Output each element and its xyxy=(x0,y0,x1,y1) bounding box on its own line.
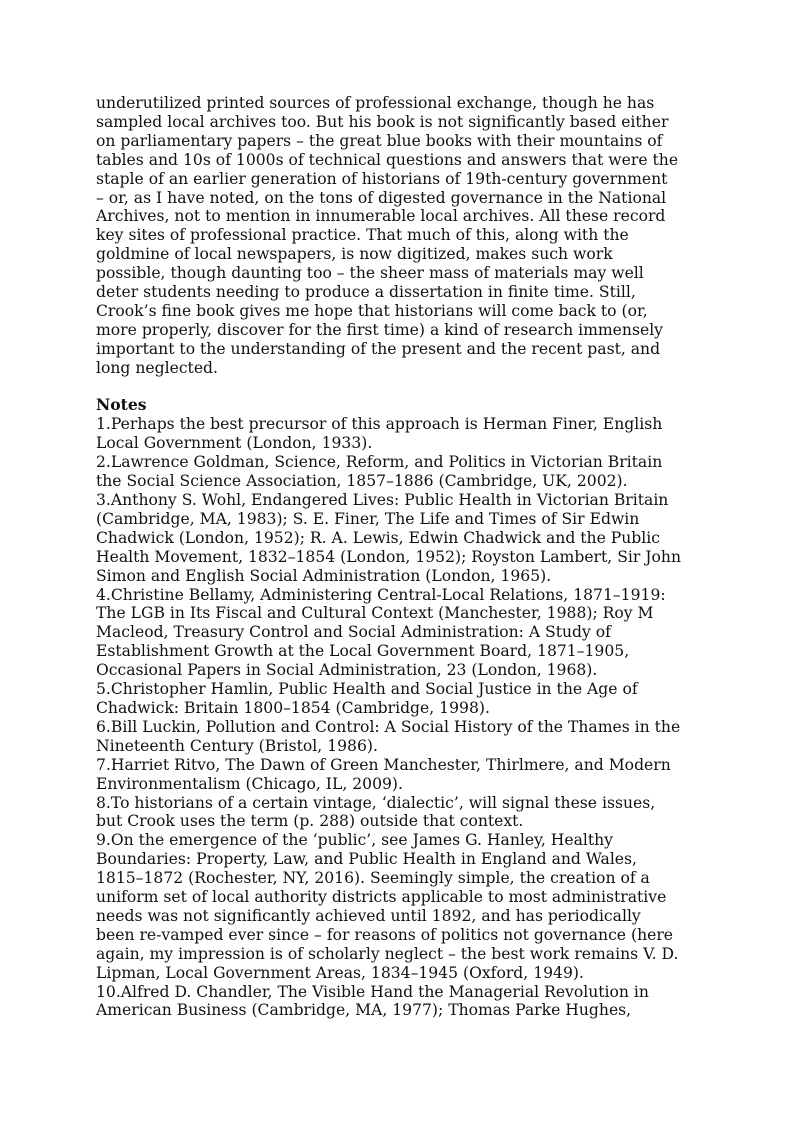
notes-list xyxy=(96,415,706,1020)
notes-heading: Notes xyxy=(96,395,147,415)
note-1: 1.Perhaps the best precursor of this approach is Herman Finer, English Local Government (London, 1933). xyxy=(96,415,663,453)
note-6: 6.Bill Luckin, Pollution and Control: A Social History of the Thames in the Nineteenth Century (Bristol, 1986). xyxy=(96,717,681,755)
note-2: 2.Lawrence Goldman, Science, Reform, and Politics in Victorian Britain the Social Science Association, 1857–1886 (Cambridge, UK, 2002). xyxy=(96,453,663,491)
note-5: 5.Christopher Hamlin, Public Health and Social Justice in the Age of Chadwick: Britain 1800–1854 (Cambridge, 1998). xyxy=(96,680,638,717)
note-9: 9.On the emergence of the ‘public’, see James G. Hanley, Healthy Boundaries: Property, Law, and Public Health in England and Wales, 1815–1872 (Rochester, NY, 2016). Seemingly simple, the creation of a uniform set of local authority districts applicable to most administrative needs was not significantly achieved until 1892, and has periodically been re-vamped ever since – for reasons of politics not governance (here again, my impression is of scholarly neglect – the best work remains V. D. Lipman, Local Government Areas, 1834–1945 (Oxford, 1949). xyxy=(96,831,679,982)
note-4: 4.Christine Bellamy, Administering Central-Local Relations, 1871–1919: The LGB in Its Fiscal and Cultural Context (Manchester, 1988); Roy M Macleod, Treasury Control and Social Administration: A Study of Establishment Growth at the Local Government Board, 1871–1905, Occasional Papers in Social Administration, 23 (London, 1968). xyxy=(96,585,666,680)
note-7: 7.Harriet Ritvo, The Dawn of Green Manchester, Thirlmere, and Modern Environmentalism (Chicago, IL, 2009). xyxy=(96,755,671,793)
note-3: 3.Anthony S. Wohl, Endangered Lives: Public Health in Victorian Britain (Cambridge, MA, 1983); S. E. Finer, The Life and Times of Sir Edwin Chadwick (London, 1952); R. A. Lewis, Edwin Chadwick and the Public Health Movement, 1832–1854 (London, 1952); Royston Lambert, Sir John Simon and English Social Administration (London, 1965). xyxy=(96,491,681,585)
body-paragraph: underutilized printed sources of professional exchange, though he has sampled local archives too. But his book is not significantly based either on parliamentary papers – the great blue books with their mountains of tables and 10s of 1000s of technical questions and answers that were the staple of an earlier generation of historians of 19th-century government – or, as I have noted, on the tons of digested governance in the National Archives, not to mention in innumerable local archives. All these record key sites of professional practice. That much of this, along with the goldmine of local newspapers, is now digitized, makes such work possible, though daunting too – the sheer mass of materials may well deter students needing to produce a dissertation in finite time. Still, Crook’s fine book gives me hope that historians will come back to (or, more properly, discover for the first time) a kind of research immensely important to the understanding of the present and the recent past, and long neglected. xyxy=(96,94,679,377)
note-10: 10.Alfred D. Chandler, The Visible Hand the Managerial Revolution in American Business (Cambridge, MA, 1977); Thomas Parke Hughes, xyxy=(96,982,649,1020)
document-page xyxy=(96,94,706,1020)
note-8: 8.To historians of a certain vintage, ‘dialectic’, will signal these issues, but Crook uses the term (p. 288) outside that context. xyxy=(96,793,656,831)
